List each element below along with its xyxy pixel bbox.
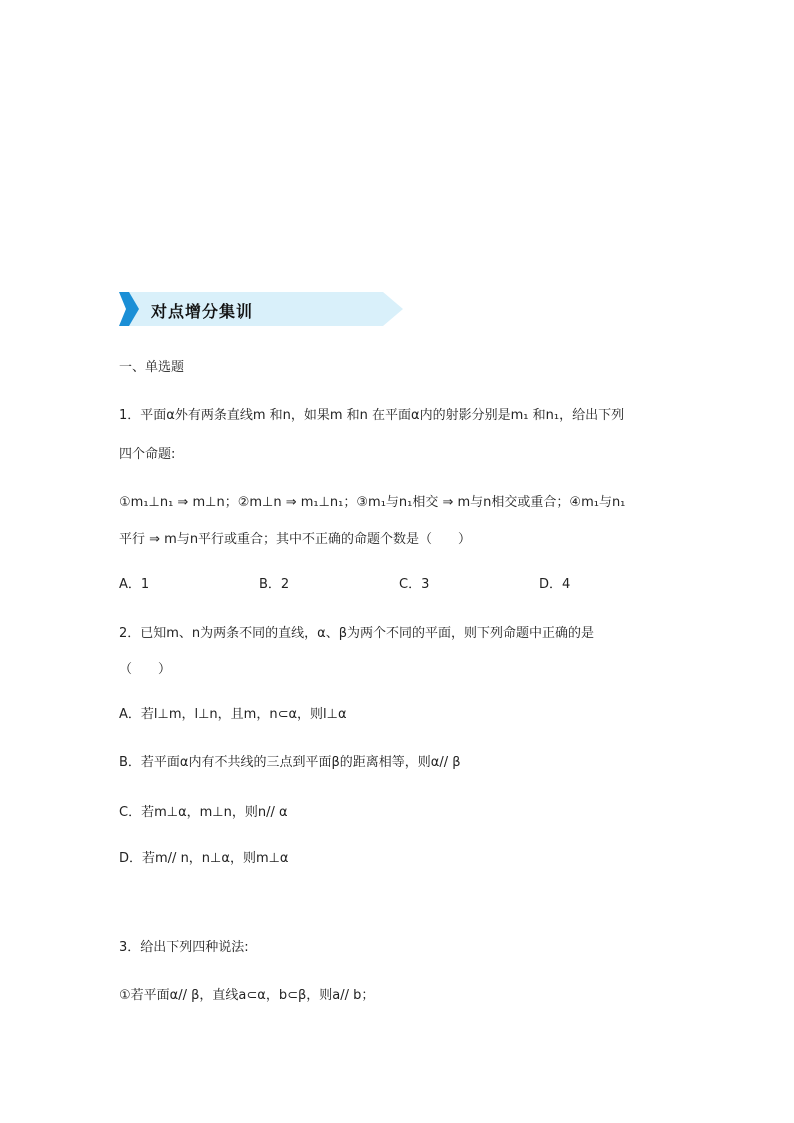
q1-stem-line-1: 1．平面α外有两条直线m 和n，如果m 和n 在平面α内的射影分别是m₁ 和n₁，给出下列	[119, 408, 625, 423]
section-banner	[119, 292, 403, 326]
section-heading: 一、单选题	[119, 360, 185, 375]
q1-option-b: B．2	[259, 577, 290, 592]
q3-statement-1: ①若平面α// β，直线a⊂α，b⊂β，则a// b；	[119, 988, 375, 1003]
q1-propositions-line-2: 平行 ⇒ m与n平行或重合；其中不正确的命题个数是（ ）	[119, 532, 472, 547]
q1-options	[119, 576, 679, 594]
q1-option-a: A．1	[119, 577, 150, 592]
q3-stem: 3．给出下列四种说法:	[119, 940, 249, 955]
q1-stem-line-2: 四个命题:	[119, 447, 176, 462]
q2-stem-line-1: 2．已知m、n为两条不同的直线，α、β为两个不同的平面，则下列命题中正确的是	[119, 626, 595, 641]
section-title: 对点增分集训	[151, 302, 254, 321]
q2-stem-line-2: （ ）	[119, 662, 172, 677]
q1-option-c: C．3	[399, 577, 430, 592]
q1-option-d: D．4	[539, 577, 571, 592]
q2-option-c: C．若m⊥α，m⊥n，则n// α	[119, 805, 288, 820]
q2-option-b: B．若平面α内有不共线的三点到平面β的距离相等，则α// β	[119, 755, 461, 770]
q2-option-d: D．若m// n，n⊥α，则m⊥α	[119, 851, 289, 866]
q1-propositions-line-1: ①m₁⊥n₁ ⇒ m⊥n；②m⊥n ⇒ m₁⊥n₁；③m₁与n₁相交 ⇒ m与n相交或重合；④m₁与n₁	[119, 495, 626, 510]
q2-option-a: A．若l⊥m，l⊥n，且m，n⊂α，则l⊥α	[119, 707, 347, 722]
